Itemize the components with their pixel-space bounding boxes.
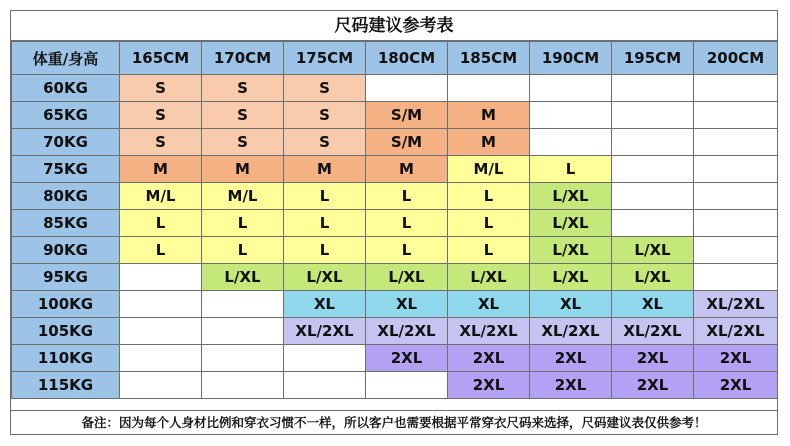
size-cell: S/M bbox=[366, 102, 448, 129]
size-cell: L bbox=[448, 237, 530, 264]
size-cell bbox=[202, 372, 284, 399]
size-cell bbox=[284, 372, 366, 399]
size-cell bbox=[694, 183, 778, 210]
weight-label: 95KG bbox=[12, 264, 120, 291]
size-table bbox=[11, 41, 778, 399]
size-cell: L bbox=[284, 237, 366, 264]
size-cell: XL/2XL bbox=[612, 318, 694, 345]
corner-label: 体重/身高 bbox=[12, 42, 120, 75]
size-cell: S bbox=[284, 129, 366, 156]
size-cell: S bbox=[284, 75, 366, 102]
size-cell: L bbox=[202, 237, 284, 264]
size-cell: 2XL bbox=[612, 372, 694, 399]
size-cell bbox=[530, 75, 612, 102]
size-cell: L bbox=[284, 183, 366, 210]
size-cell bbox=[530, 102, 612, 129]
weight-label: 105KG bbox=[12, 318, 120, 345]
size-cell: M/L bbox=[202, 183, 284, 210]
size-cell: M bbox=[202, 156, 284, 183]
size-cell: XL/2XL bbox=[694, 291, 778, 318]
size-cell bbox=[694, 75, 778, 102]
table-row bbox=[12, 129, 778, 156]
size-cell: S bbox=[120, 102, 202, 129]
table-row bbox=[12, 75, 778, 102]
table-row bbox=[12, 210, 778, 237]
height-header: 190CM bbox=[530, 42, 612, 75]
size-cell: M bbox=[284, 156, 366, 183]
size-cell bbox=[120, 318, 202, 345]
size-cell bbox=[120, 291, 202, 318]
size-cell: M bbox=[120, 156, 202, 183]
table-row bbox=[12, 372, 778, 399]
size-cell bbox=[612, 75, 694, 102]
size-cell: L bbox=[202, 210, 284, 237]
size-cell: L bbox=[448, 210, 530, 237]
weight-label: 115KG bbox=[12, 372, 120, 399]
weight-label: 100KG bbox=[12, 291, 120, 318]
size-cell: L/XL bbox=[530, 183, 612, 210]
header-row bbox=[12, 42, 778, 75]
size-cell bbox=[694, 156, 778, 183]
size-cell: S bbox=[284, 102, 366, 129]
size-cell: S bbox=[202, 129, 284, 156]
size-cell bbox=[530, 129, 612, 156]
size-cell: M bbox=[448, 102, 530, 129]
size-cell: L/XL bbox=[612, 237, 694, 264]
height-header: 165CM bbox=[120, 42, 202, 75]
size-cell: L/XL bbox=[366, 264, 448, 291]
table-row bbox=[12, 264, 778, 291]
table-row bbox=[12, 318, 778, 345]
size-cell bbox=[366, 75, 448, 102]
weight-label: 85KG bbox=[12, 210, 120, 237]
size-cell: L/XL bbox=[202, 264, 284, 291]
size-cell bbox=[612, 210, 694, 237]
size-cell bbox=[612, 183, 694, 210]
table-row bbox=[12, 102, 778, 129]
table-row bbox=[12, 156, 778, 183]
size-cell: 2XL bbox=[366, 345, 448, 372]
size-cell bbox=[694, 264, 778, 291]
size-cell: 2XL bbox=[612, 345, 694, 372]
height-header: 170CM bbox=[202, 42, 284, 75]
size-cell: L bbox=[120, 210, 202, 237]
size-cell: L/XL bbox=[448, 264, 530, 291]
size-cell: L bbox=[284, 210, 366, 237]
size-cell: M bbox=[448, 129, 530, 156]
table-body bbox=[12, 75, 778, 399]
size-cell: S bbox=[120, 75, 202, 102]
size-cell: S bbox=[120, 129, 202, 156]
size-cell: L/XL bbox=[612, 264, 694, 291]
size-cell bbox=[202, 291, 284, 318]
weight-label: 70KG bbox=[12, 129, 120, 156]
footnote: 备注：因为每个人身材比例和穿衣习惯不一样，所以客户也需要根据平常穿衣尺码来选择，尺码建议表仅供参考！ bbox=[11, 410, 777, 434]
size-cell: S/M bbox=[366, 129, 448, 156]
height-header: 185CM bbox=[448, 42, 530, 75]
size-cell: 2XL bbox=[694, 345, 778, 372]
size-cell: L bbox=[530, 156, 612, 183]
table-row bbox=[12, 237, 778, 264]
size-cell: L bbox=[366, 210, 448, 237]
size-cell bbox=[120, 264, 202, 291]
size-cell bbox=[284, 345, 366, 372]
size-cell bbox=[694, 210, 778, 237]
size-cell bbox=[120, 345, 202, 372]
size-cell: 2XL bbox=[530, 345, 612, 372]
size-cell: M bbox=[366, 156, 448, 183]
weight-label: 110KG bbox=[12, 345, 120, 372]
size-cell: 2XL bbox=[530, 372, 612, 399]
weight-label: 90KG bbox=[12, 237, 120, 264]
size-cell: M/L bbox=[120, 183, 202, 210]
chart-title: 尺码建议参考表 bbox=[11, 11, 777, 41]
size-cell: XL bbox=[366, 291, 448, 318]
size-cell: L bbox=[366, 237, 448, 264]
size-cell: L/XL bbox=[530, 237, 612, 264]
size-cell: L/XL bbox=[284, 264, 366, 291]
table-row bbox=[12, 345, 778, 372]
weight-label: 65KG bbox=[12, 102, 120, 129]
table-row bbox=[12, 291, 778, 318]
size-cell: XL bbox=[284, 291, 366, 318]
height-header: 175CM bbox=[284, 42, 366, 75]
size-cell: L bbox=[120, 237, 202, 264]
size-cell: 2XL bbox=[694, 372, 778, 399]
size-cell bbox=[612, 156, 694, 183]
height-header: 195CM bbox=[612, 42, 694, 75]
size-cell: 2XL bbox=[448, 372, 530, 399]
size-cell: L bbox=[448, 183, 530, 210]
weight-label: 80KG bbox=[12, 183, 120, 210]
size-cell: XL/2XL bbox=[448, 318, 530, 345]
size-cell: M/L bbox=[448, 156, 530, 183]
table-row bbox=[12, 183, 778, 210]
size-cell: L/XL bbox=[530, 264, 612, 291]
size-cell: L/XL bbox=[530, 210, 612, 237]
size-cell bbox=[612, 102, 694, 129]
size-cell bbox=[202, 345, 284, 372]
weight-label: 60KG bbox=[12, 75, 120, 102]
size-cell bbox=[448, 75, 530, 102]
size-cell bbox=[202, 318, 284, 345]
height-header: 180CM bbox=[366, 42, 448, 75]
size-cell: XL/2XL bbox=[366, 318, 448, 345]
weight-label: 75KG bbox=[12, 156, 120, 183]
size-cell: XL bbox=[612, 291, 694, 318]
size-cell: XL/2XL bbox=[284, 318, 366, 345]
size-cell: XL bbox=[448, 291, 530, 318]
height-header: 200CM bbox=[694, 42, 778, 75]
size-cell bbox=[612, 129, 694, 156]
size-cell: XL/2XL bbox=[530, 318, 612, 345]
size-cell: L bbox=[366, 183, 448, 210]
size-cell: XL/2XL bbox=[694, 318, 778, 345]
size-cell: S bbox=[202, 102, 284, 129]
size-cell: XL bbox=[530, 291, 612, 318]
size-chart bbox=[10, 10, 778, 435]
size-cell bbox=[120, 372, 202, 399]
size-cell: 2XL bbox=[448, 345, 530, 372]
size-cell bbox=[366, 372, 448, 399]
size-cell bbox=[694, 129, 778, 156]
size-cell bbox=[694, 102, 778, 129]
size-cell bbox=[694, 237, 778, 264]
size-cell: S bbox=[202, 75, 284, 102]
